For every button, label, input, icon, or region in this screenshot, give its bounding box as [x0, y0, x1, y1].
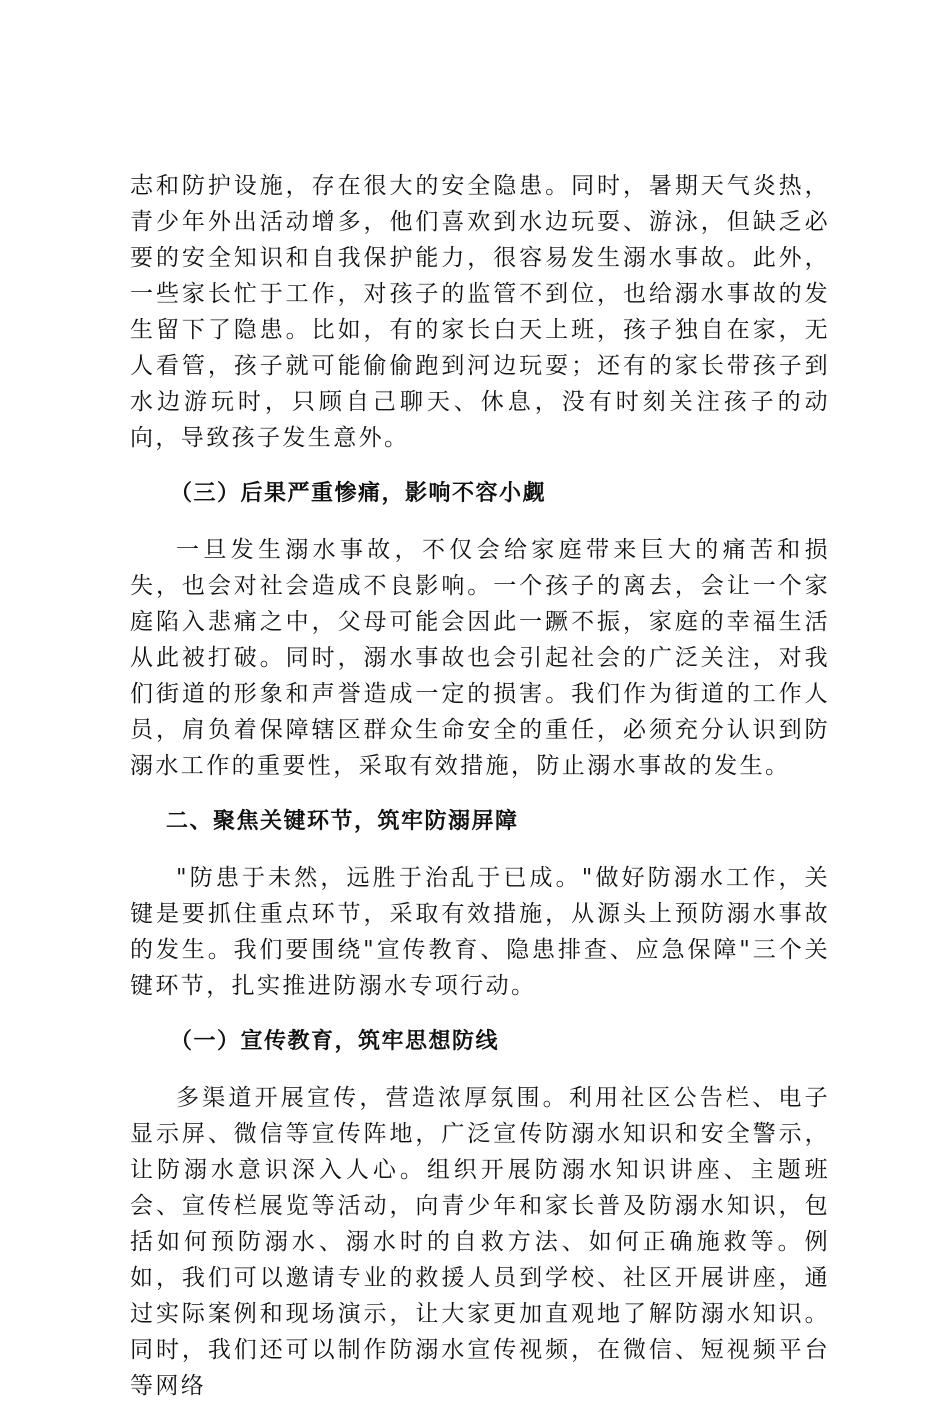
- paragraph-consequences: 一旦发生溺水事故，不仅会给家庭带来巨大的痛苦和损失，也会对社会造成不良影响。一个孩子的离去，会让一个家庭陷入悲痛之中，父母可能会因此一蹶不振，家庭的幸福生活从此被打破。同时，溺水事故也会引起社会的广泛关注，对我们街道的形象和声誉造成一定的损害。我们作为街道的工作人员，肩负着保障辖区群众生命安全的重任，必须充分认识到防溺水工作的重要性，采取有效措施，防止溺水事故的发生。: [130, 537, 830, 779]
- paragraph-key-links: "防患于未然，远胜于治乱于已成。"做好防溺水工作，关键是要抓住重点环节，采取有效措施，从源头上预防溺水事故的发生。我们要围绕"宣传教育、隐患排查、应急保障"三个关键环节，扎实推进防溺水专项行动。: [130, 865, 830, 999]
- section-heading-publicity: （一）宣传教育，筑牢思想防线: [170, 1029, 500, 1054]
- section-heading-consequences: （三）后果严重惨痛，影响不容小觑: [170, 481, 547, 506]
- paragraph-continued: 志和防护设施，存在很大的安全隐患。同时，暑期天气炎热，青少年外出活动增多，他们喜欢到水边玩耍、游泳，但缺乏必要的安全知识和自我保护能力，很容易发生溺水事故。此外，一些家长忙于工作，对孩子的监管不到位，也给溺水事故的发生留下了隐患。比如，有的家长白天上班，孩子独自在家，无人看管，孩子就可能偷偷跑到河边玩耍；还有的家长带孩子到水边游玩时，只顾自己聊天、休息，没有时刻关注孩子的动向，导致孩子发生意外。: [130, 173, 830, 451]
- document-body: [130, 168, 830, 1424]
- paragraph-publicity: 多渠道开展宣传，营造浓厚氛围。利用社区公告栏、电子显示屏、微信等宣传阵地，广泛宣传防溺水知识和安全警示，让防溺水意识深入人心。组织开展防溺水知识讲座、主题班会、宣传栏展览等活动，向青少年和家长普及防溺水知识，包括如何预防溺水、溺水时的自救方法、如何正确施救等。例如，我们可以邀请专业的救援人员到学校、社区开展讲座，通过实际案例和现场演示，让大家更加直观地了解防溺水知识。同时，我们还可以制作防溺水宣传视频，在微信、短视频平台等网络: [130, 1085, 830, 1399]
- chapter-heading-key-links: 二、聚焦关键环节，筑牢防溺屏障: [166, 809, 519, 834]
